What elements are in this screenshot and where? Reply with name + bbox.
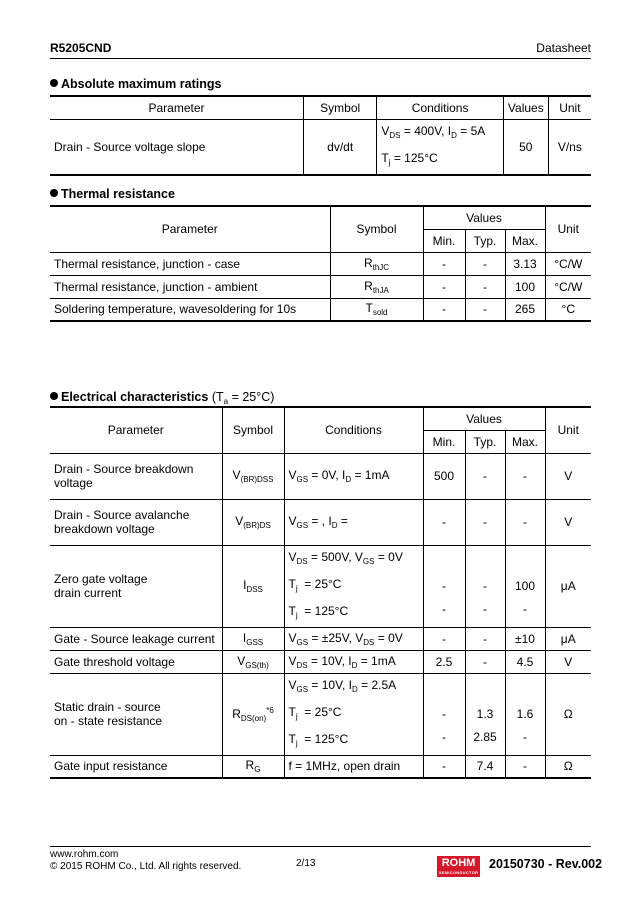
table-row: Static drain - source on - state resistance $R_{DS(on)}^{*6}$ $V_{GS} = 10V$, $I_D = 2.5A$ $T_j = 25^\circ C$ $T_j = 125^\circ C$ - - 1.3 2.85 1.6 - Ω [50, 673, 591, 755]
footer-copyright: © 2015 ROHM Co., Ltd. All rights reserved. [50, 861, 242, 872]
table-row: Gate input resistance $R_G$ f = 1MHz, open drain - 7.4 - Ω [50, 755, 591, 778]
table-row: Soldering temperature, wavesoldering for 10s $T_{sold}$ - - 265 °C [50, 298, 591, 321]
table-row: Gate - Source leakage current $I_{GSS}$ $V_{GS} = \pm 25V$, $V_{DS} = 0V$ - - ±10 μA [50, 627, 591, 650]
bullet-icon [50, 392, 58, 400]
table-header-row: Parameter Symbol Conditions Values Unit [50, 407, 591, 430]
table-header-row: Parameter Symbol Values Unit [50, 206, 591, 229]
table-subheader-row: Min. Typ. Max. [50, 229, 591, 252]
abs-max-table [50, 95, 591, 176]
abs-max-title: Absolute maximum ratings [50, 77, 221, 91]
table-row: Thermal resistance, junction - ambient $R_{thJA}$ - - 100 °C/W [50, 275, 591, 298]
thermal-table [50, 205, 591, 322]
revision-label: 20150730 - Rev.002 [489, 857, 603, 871]
table-row: Thermal resistance, junction - case $R_{thJC}$ - - 3.13 °C/W [50, 252, 591, 275]
page-number: 2/13 [296, 858, 316, 869]
header-divider [50, 58, 591, 59]
footer-website[interactable]: www.rohm.com [50, 849, 119, 860]
part-number: R5205CND [50, 41, 112, 55]
thermal-title: Thermal resistance [50, 187, 175, 201]
electrical-table [50, 406, 591, 779]
table-row: Zero gate voltage drain current $I_{DSS}$ $V_{DS} = 500V$, $V_{GS} = 0V$ $T_j = 25^\circ C$ $T_j = 125^\circ C$ - - - - 100 - μA [50, 545, 591, 627]
table-subheader-row: Min. Typ. Max. [50, 430, 591, 453]
bullet-icon [50, 189, 58, 197]
rohm-logo: ROHM SEMICONDUCTOR [438, 857, 479, 875]
electrical-title: Electrical characteristics $(T_a = 25^\circ C)$ [50, 390, 274, 406]
table-row: Drain - Source voltage slope dv/dt $V_{DS} = 400V$, $I_D = 5A$ $T_j = 125^\circ C$ 50 V/ns [50, 119, 591, 175]
table-row: Drain - Source avalanche breakdown voltage $V_{(BR)DS}$ $V_{GS}$ = , $I_D$ = - - - V [50, 499, 591, 545]
bullet-icon [50, 79, 58, 87]
table-header-row: Parameter Symbol Conditions Values Unit [50, 96, 591, 119]
table-row: Gate threshold voltage $V_{GS(th)}$ $V_{DS} = 10V$, $I_D = 1mA$ 2.5 - 4.5 V [50, 650, 591, 673]
table-row: Drain - Source breakdown voltage $V_{(BR)DSS}$ $V_{GS} = 0V$, $I_D = 1mA$ 500 - - V [50, 453, 591, 499]
document-type: Datasheet [536, 41, 591, 55]
footer-divider [50, 846, 591, 847]
